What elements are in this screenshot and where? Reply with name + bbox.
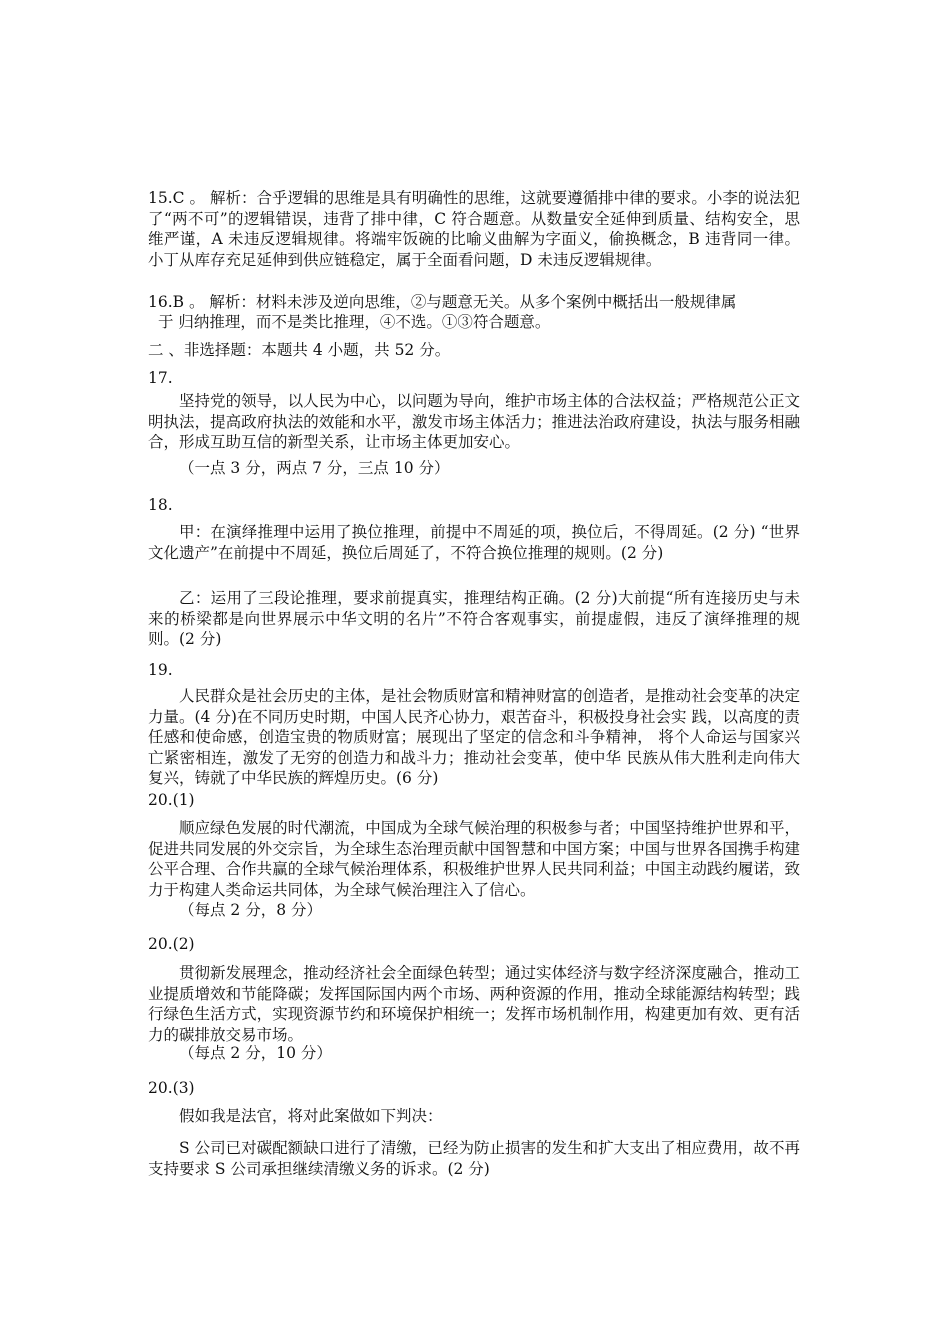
q18-jia: 甲：在演绎推理中运用了换位推理，前提中不周延的项，换位后，不得周延。(2 分) “世界文化遗产”在前提中不周延，换位后周延了，不符合换位推理的规则。(2 分) — [148, 523, 800, 562]
q17-answer: 坚持党的领导，以人民为中心，以问题为导向，维护市场主体的合法权益；严格规范公正文明执法，提高政府执法的效能和水平，激发市场主体活力；推进法治政府建设，执法与服务相融合，形成互助互信的新型关系，让市场主体更加安心。 — [148, 392, 800, 451]
q16-answer-line1: 16.B 。 解析：材料未涉及逆向思维，②与题意无关。从多个案例中概括出一般规律属 — [148, 293, 737, 311]
q16-answer-line2: 于 归纳推理，而不是类比推理，④不选。①③符合题意。 — [158, 313, 551, 331]
q17-number: 17. — [148, 369, 173, 387]
q20-1-score: （每点 2 分，8 分） — [179, 901, 323, 919]
q18-number: 18. — [148, 496, 173, 514]
q19-answer: 人民群众是社会历史的主体，是社会物质财富和精神财富的创造者，是推动社会变革的决定力量。(4 分)在不同历史时期，中国人民齐心协力，艰苦奋斗，积极投身社会实 践，以高度的责任感和使命感，创造宝贵的物质财富；展现出了坚定的信念和斗争精神， 将个人命运与国家兴亡紧密相连，激发了无穷的创造力和战斗力；推动社会变革，使中华 民族从伟大胜利走向伟大复兴，铸就了中华民族的辉煌历史。(6 分) — [148, 687, 800, 787]
q20-1-number: 20.(1) — [148, 791, 195, 809]
q18-yi: 乙：运用了三段论推理，要求前提真实，推理结构正确。(2 分)大前提“所有连接历史与未来的桥梁都是向世界展示中华文明的名片”不符合客观事实，前提虚假，违反了演绎推理的规则。(2 分) — [148, 589, 800, 648]
q15-answer: 15.C 。 解析：合乎逻辑的思维是具有明确性的思维，这就要遵循排中律的要求。小李的说法犯了“两不可”的逻辑错误，违背了排中律，C 符合题意。从数量安全延伸到质量、结构安全，思维严谨，A 未违反逻辑规律。将端牢饭碗的比喻义曲解为字面义，偷换概念，B 违背同一律。小丁从库存充足延伸到供应链稳定，属于全面看问题，D 未违反逻辑规律。 — [148, 189, 800, 269]
q20-1-answer: 顺应绿色发展的时代潮流，中国成为全球气候治理的积极参与者；中国坚持维护世界和平，促进共同发展的外交宗旨，为全球生态治理贡献中国智慧和中国方案；中国与世界各国携手构建公平合理、合作共赢的全球气候治理体系，积极维护世界人民共同利益；中国主动践约履诺，致力于构建人类命运共同体，为全球气候治理注入了信心。 — [148, 819, 800, 899]
q19-number: 19. — [148, 661, 173, 679]
q20-2-score: （每点 2 分，10 分） — [179, 1044, 332, 1062]
q20-3-answer: S 公司已对碳配额缺口进行了清缴，已经为防止损害的发生和扩大支出了相应费用，故不再支持要求 S 公司承担继续清缴义务的诉求。(2 分) — [148, 1139, 800, 1178]
q20-3-number: 20.(3) — [148, 1079, 195, 1097]
q20-2-answer: 贯彻新发展理念，推动经济社会全面绿色转型；通过实体经济与数字经济深度融合，推动工业提质增效和节能降碳；发挥国际国内两个市场、两种资源的作用，推动全球能源结构转型；践行绿色生活方式，实现资源节约和环境保护相统一；发挥市场机制作用，构建更加有效、更有活力的碳排放交易市场。 — [148, 964, 800, 1044]
q20-3-intro: 假如我是法官，将对此案做如下判决： — [179, 1107, 443, 1125]
section-heading: 二 、非选择题：本题共 4 小题，共 52 分。 — [148, 341, 451, 359]
q17-score: （一点 3 分，两点 7 分，三点 10 分） — [179, 459, 450, 477]
q20-2-number: 20.(2) — [148, 935, 195, 953]
